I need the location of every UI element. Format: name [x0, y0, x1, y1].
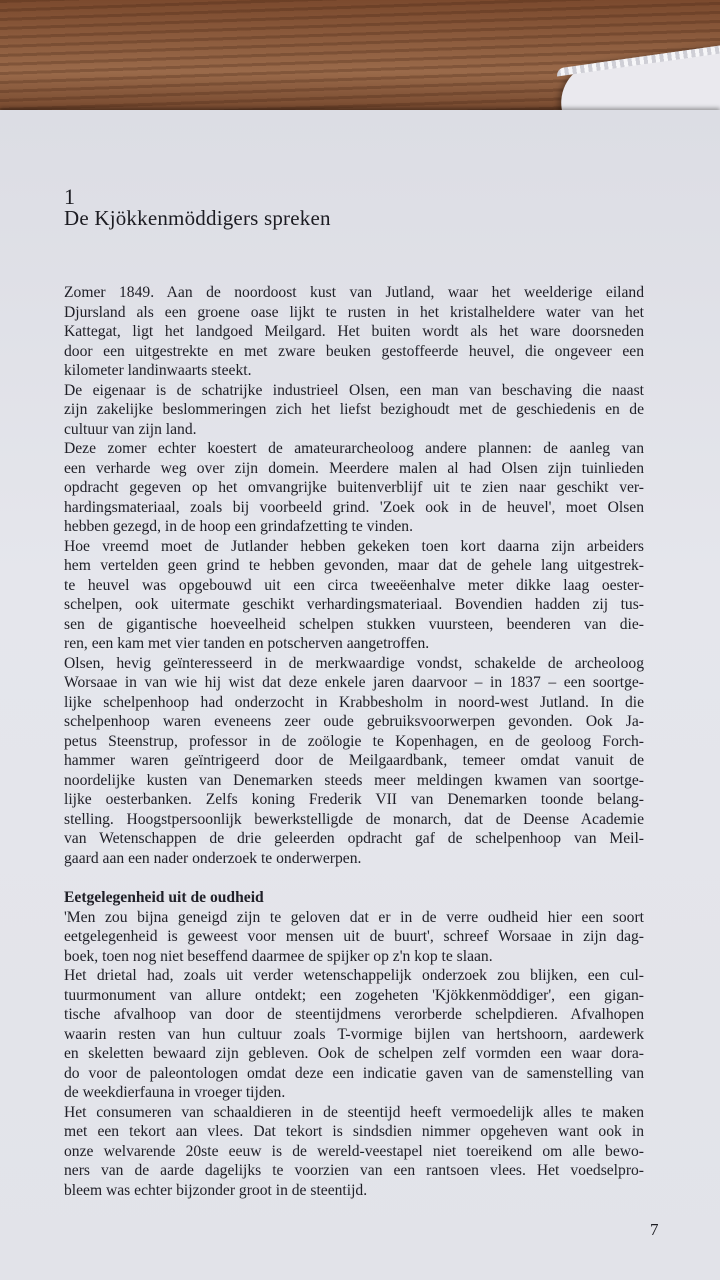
text-line: De eigenaar is de schatrijke industrieel Olsen, een man van beschaving die naast — [64, 381, 644, 399]
text-line: waarin resten van hun cultuur zoals T-vormige bijlen van hertshoorn, aardewerk — [64, 1025, 644, 1043]
text-line: ners van de aarde dagelijks te voorzien van een rantsoen vlees. Het voedselpro- — [64, 1162, 644, 1179]
text-line: sen de gigantische hoeveelheid schelpen stukken vuursteen, beenderen van die- — [64, 615, 644, 633]
section1-paragraph — [64, 439, 644, 537]
text-line: van Wetenschappen de drie geleerden opdracht gaf de schelpenhoop van Meil- — [64, 830, 644, 847]
chapter-title: De Kjökkenmöddigers spreken — [64, 206, 331, 230]
section-heading: Eetgelegenheid uit de oudheid — [64, 889, 264, 906]
text-line: te heuvel was opgebouwd uit een circa tweeëenhalve meter dikke laag oester- — [64, 576, 644, 594]
text-line: schelpen, ook uitermate geschikt verhardingsmateriaal. Bovendien hadden zij tus- — [64, 596, 644, 613]
text-line: opdracht gegeven op het omvangrijke buitenverblijf uit te zien naar geschikt ver- — [64, 479, 644, 496]
text-line: lijke schelpenhoop had onderzocht in Krabbesholm in noord-west Jutland. In die — [64, 693, 644, 711]
text-line: zijn zakelijke beslommeringen zich het liefst bezighoudt met de geschiedenis en de — [64, 401, 644, 418]
text-line: Het consumeren van schaaldieren in de steentijd heeft vermoedelijk alles te maken — [64, 1103, 644, 1121]
text-line: Kattegat, ligt het landgoed Meilgard. Het buiten wordt als het ware doorsneden — [64, 323, 644, 340]
text-line: boek, toen nog niet beseffend daarmee de spijker op z'n kop te slaan. — [64, 947, 493, 965]
text-line: gaard aan een nader onderzoek te onderwerpen. — [64, 849, 362, 867]
text-line: stelling. Hoogstpersoonlijk bewerkstelligde de monarch, dat de Deense Academie — [64, 810, 644, 828]
body-text — [64, 283, 644, 1200]
section1-paragraph — [64, 381, 644, 440]
section2-paragraph — [64, 908, 644, 967]
text-line: Zomer 1849. Aan de noordoost kust van Jutland, waar het weelderige eiland — [64, 284, 644, 301]
text-line: Deze zomer echter koestert de amateurarcheoloog andere plannen: de aanleg van — [64, 440, 644, 457]
text-line: ren, een kam met vier tanden en potscherven aangetroffen. — [64, 635, 430, 652]
chapter-number: 1 — [64, 184, 75, 209]
text-line: hebben gezegd, in de hoop een grindafzetting te vinden. — [64, 518, 414, 535]
page-number: 7 — [650, 1220, 659, 1239]
section1-paragraph — [64, 283, 644, 381]
text-line: eetgelegenheid is geweest voor mensen uit de buurt', schreef Worsaae in zijn dag- — [64, 928, 644, 945]
text-line: tische afvalhoop van door de steentijdmens verorberde schelpdieren. Afvalhopen — [64, 1006, 644, 1023]
text-line: hardingsmateriaal, zoals bij voorbeeld grind. 'Zoek ook in de heuvel', moet Olsen — [64, 498, 644, 516]
text-line: bleem was echter bijzonder groot in de steentijd. — [64, 1181, 368, 1199]
text-line: tuurmonument van allure ontdekt; een zogeheten 'Kjökkenmöddiger', een gigan- — [64, 986, 644, 1004]
text-line: Het drietal had, zoals uit verder wetenschappelijk onderzoek zou blijken, een cul- — [64, 967, 644, 984]
text-line: Hoe vreemd moet de Jutlander hebben gekeken toen kort daarna zijn arbeiders — [64, 537, 644, 555]
text-line: hammer waren geïntrigeerd door de Meilgaardbank, temeer omdat vanuit de — [64, 752, 644, 769]
section1-paragraph — [64, 654, 644, 869]
text-line: schelpenhoop waren eveneens zeer oude gebruiksvoorwerpen gevonden. Ook Ja- — [64, 713, 644, 730]
text-line: Worsaae in van wie hij wist dat deze enkele jaren daarvoor – in 1837 – een soortge- — [64, 674, 644, 691]
text-line: een verharde weg over zijn domein. Meerdere malen al had Olsen zijn tuinlieden — [64, 459, 644, 477]
text-line: 'Men zou bijna geneigd zijn te geloven dat er in de verre oudheid hier een soort — [64, 908, 644, 926]
section2-paragraph — [64, 966, 644, 1103]
text-line: met een tekort aan vlees. Dat tekort is sindsdien nimmer opgeheven want ook in — [64, 1123, 644, 1140]
text-line: Djursland als een groene oase lijkt te rusten in het kristalheldere water van het — [64, 303, 644, 321]
section2-paragraph — [64, 1103, 644, 1201]
section1-paragraph — [64, 537, 644, 654]
text-line: de weekdierfauna in vroeger tijden. — [64, 1084, 286, 1101]
text-line: cultuur van zijn land. — [64, 420, 197, 438]
text-line: door een uitgestrekte en met zware beuken gestoffeerde heuvel, die ongeveer een — [64, 342, 644, 360]
text-line: noordelijke kusten van Denemarken steeds meer meldingen kwamen van soortge- — [64, 771, 644, 789]
text-line: onze welvarende 20ste eeuw is de wereld-veestapel niet toereikend om alle bewo- — [64, 1142, 644, 1160]
text-line: hem vertelden geen grind te hebben gevonden, maar dat de gehele lang uitgestrek- — [64, 557, 644, 574]
text-line: do voor de paleontologen omdat deze een indicatie gaven van de samenstelling van — [64, 1064, 644, 1082]
text-line: kilometer landinwaarts steekt. — [64, 362, 252, 379]
text-line: Olsen, hevig geïnteresseerd in de merkwaardige vondst, schakelde de archeoloog — [64, 654, 644, 672]
book-page — [0, 110, 720, 1280]
text-line: petus Steenstrup, professor in de zoölogie te Kopenhagen, en de geoloog Forch- — [64, 732, 644, 750]
text-line: lijke oesterbanken. Zelfs koning Frederik VII van Denemarken toonde belang- — [64, 791, 644, 808]
text-line: en skeletten bewaard zijn gebleven. Ook de schelpen zelf vormden een waar dora- — [64, 1045, 644, 1062]
